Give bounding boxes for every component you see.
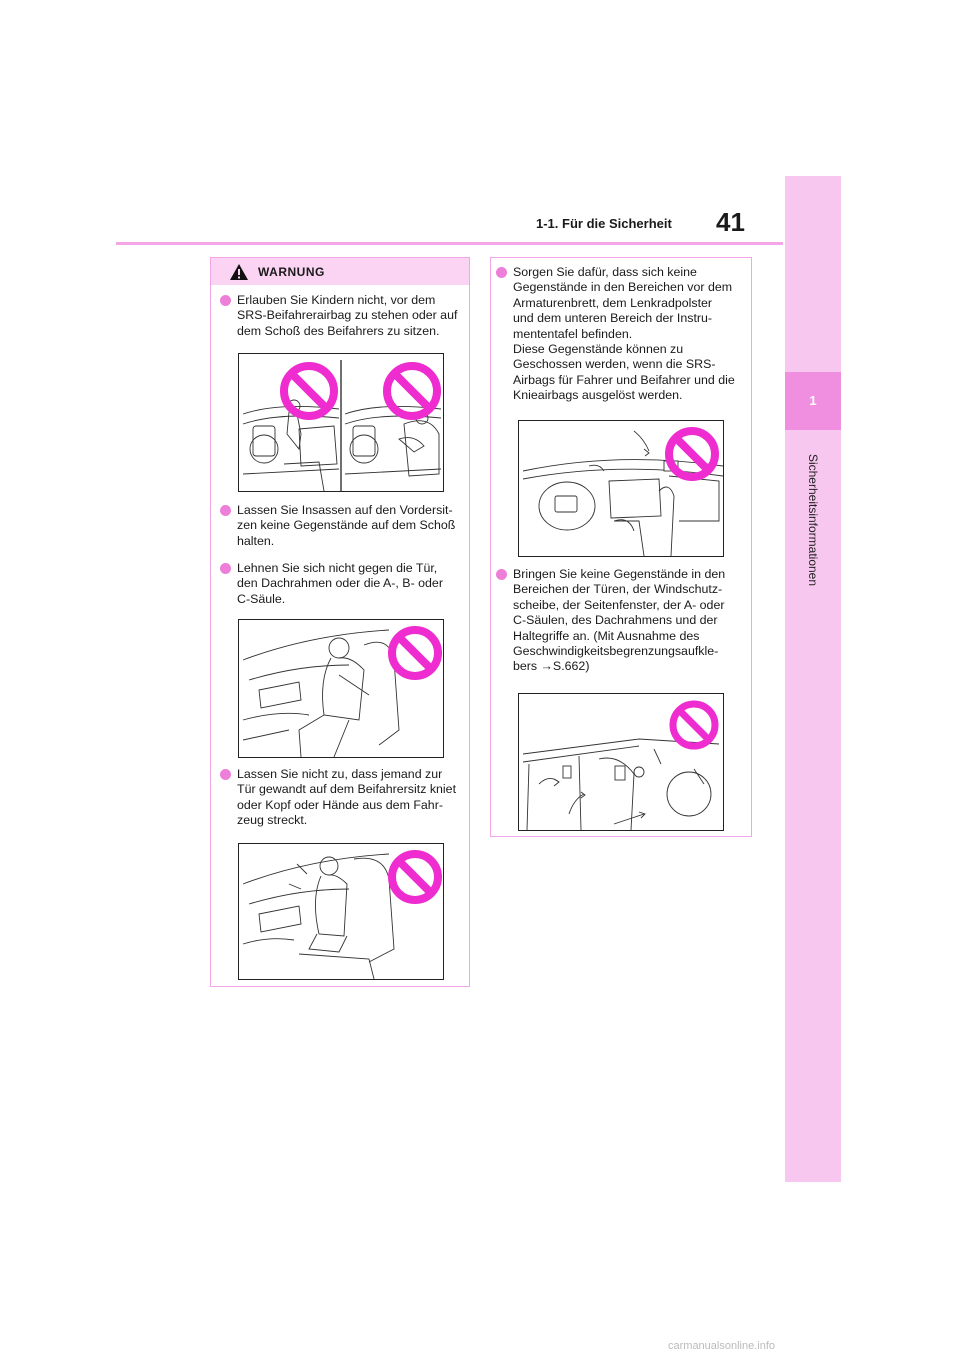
info-box [490,257,752,837]
info-item-text: Bringen Sie keine Gegenstände in den Bereichen der Türen, der Windschutz- scheibe, der Seitenfenster, der A- oder C-Säulen, des Dachrahmens und der Haltegriffe an. (Mit Ausnahme des Geschwindigkeitsbegrenzungsaufkle- bers →S.662) [513,567,726,674]
info-item-2 [496,567,758,675]
prohibition-icon [284,366,334,416]
warning-item-text: Lassen Sie nicht zu, dass jemand zur Tür gewandt auf dem Beifahrersitz kniet oder Kopf oder Hände aus dem Fahr- zeug streckt. [237,767,457,828]
section-title: 1-1. Für die Sicherheit [536,216,672,231]
header-divider [116,242,783,245]
warning-item-1 [220,293,477,339]
prohibition-icon [669,431,715,477]
bullet-icon [496,267,507,278]
prohibition-icon [392,630,438,676]
illustration-leaning-on-door [238,619,444,758]
warning-triangle-icon [229,263,249,281]
bullet-icon [220,295,231,306]
illustration-child-front-seat [238,353,444,492]
warning-item-text: Lassen Sie Insassen auf den Vordersit- zen keine Gegenstände auf dem Schoß halten. [237,503,456,548]
illustration-objects-on-dashboard [518,420,724,557]
chapter-title-vertical: Sicherheitsinformationen [806,453,820,587]
illustration-kneeling-on-seat [238,843,444,980]
chapter-side-tab [785,176,841,1182]
warning-box [210,257,470,987]
page-number: 41 [716,207,745,237]
warning-item-text: Lehnen Sie sich nicht gegen die Tür, den Dachrahmen oder die A-, B- oder C-Säule. [237,561,443,606]
warning-item-4 [220,767,477,829]
warning-item-3 [220,561,477,607]
prohibition-icon [673,704,715,746]
illustration-objects-on-windows [518,693,724,831]
bullet-icon [496,569,507,580]
warning-title: WARNUNG [258,265,325,279]
watermark: carmanualsonline.info [668,1340,776,1352]
warning-item-text: Erlauben Sie Kindern nicht, vor dem SRS-Beifahrerairbag zu stehen oder auf dem Schoß des Beifahrers zu sitzen. [237,293,458,338]
bullet-icon [220,505,231,516]
bullet-icon [220,769,231,780]
warning-header [211,258,469,285]
info-item-1 [496,265,758,404]
info-item-text: Sorgen Sie dafür, dass sich keine Gegenstände in den Bereichen vor dem Armaturenbrett, dem Lenkradpolster und dem unteren Bereich der Instru- mententafel befinden. Diese Gegenstände können zu Geschossen werden, wenn die SRS- Airbags für Fahrer und Beifahrer und die Knieairbags ausgelöst werden. [513,265,735,403]
bullet-icon [220,563,231,574]
prohibition-icon [392,854,438,900]
warning-item-2 [220,503,477,549]
chapter-number-tab[interactable]: 1 [785,372,841,430]
prohibition-icon [387,366,437,416]
